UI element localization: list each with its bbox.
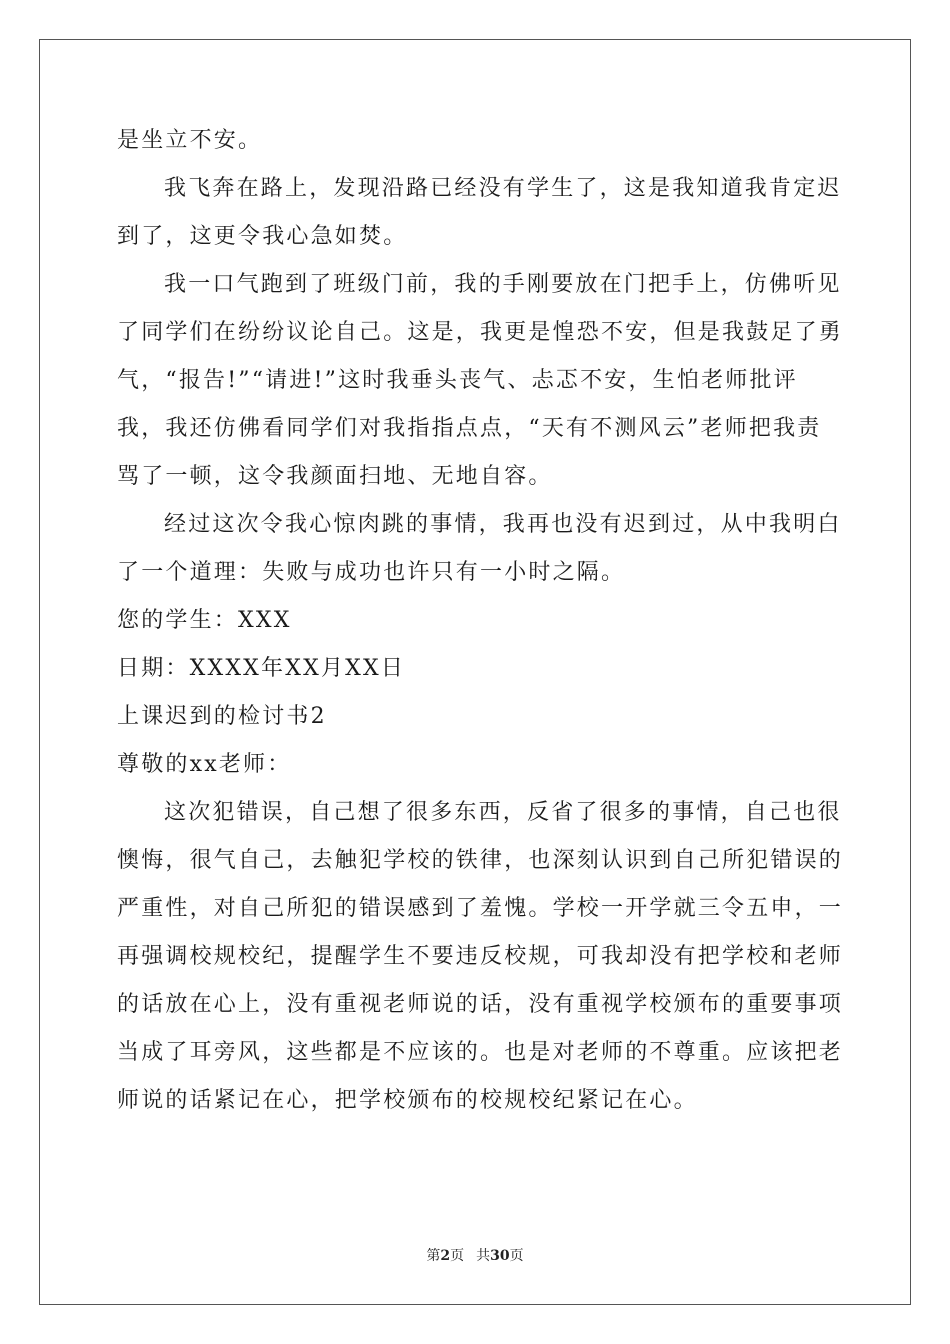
text-line: 是坐立不安。 [117, 128, 263, 153]
total-prefix: 共 [476, 1248, 491, 1264]
paragraph-start: 经过这次令我心惊肉跳的事情，我再也没有迟到过，从中我明白 [164, 512, 842, 537]
text-line: 我，我还仿佛看同学们对我指指点点，“天有不测风云”老师把我责 [117, 416, 822, 441]
total-suffix: 页 [509, 1248, 524, 1264]
date-line: 日期：XXXX年XX月XX日 [117, 656, 406, 681]
text-line: 再强调校规校纪，提醒学生不要违反校规，可我却没有把学校和老师 [117, 944, 844, 969]
text-line: 气，“报告!”“请进!”这时我垂头丧气、忐忑不安，生怕老师批评 [117, 368, 798, 393]
section-title: 上课迟到的检讨书2 [117, 704, 327, 729]
paragraph-start: 我一口气跑到了班级门前，我的手刚要放在门把手上，仿佛听见 [164, 272, 842, 297]
text-line: 了一个道理：失败与成功也许只有一小时之隔。 [117, 560, 626, 585]
page-footer [0, 1247, 950, 1265]
page-suffix: 页 [450, 1248, 465, 1264]
paragraph-start: 我飞奔在路上，发现沿路已经没有学生了，这是我知道我肯定迟 [164, 176, 842, 201]
document-body [117, 128, 844, 1137]
text-line: 师说的话紧记在心，把学校颁布的校规校纪紧记在心。 [117, 1088, 698, 1113]
signature-line: 您的学生：XXX [117, 608, 292, 633]
paragraph-start: 这次犯错误，自己想了很多东西，反省了很多的事情，自己也很 [164, 800, 842, 825]
text-line: 懊悔，很气自己，去触犯学校的铁律，也深刻认识到自己所犯错误的 [117, 848, 844, 873]
text-line: 骂了一顿，这令我颜面扫地、无地自容。 [117, 464, 553, 489]
text-line: 到了，这更令我心急如焚。 [117, 224, 408, 249]
page-prefix: 第 [426, 1248, 441, 1264]
text-line: 严重性，对自己所犯的错误感到了羞愧。学校一开学就三令五申，一 [117, 896, 844, 921]
text-line: 了同学们在纷纷议论自己。这是，我更是惶恐不安，但是我鼓足了勇 [117, 320, 844, 345]
page-number: 2 [440, 1248, 451, 1264]
salutation: 尊敬的xx老师： [117, 752, 292, 777]
total-pages: 30 [490, 1248, 510, 1264]
text-line: 当成了耳旁风，这些都是不应该的。也是对老师的不尊重。应该把老 [117, 1040, 844, 1065]
text-line: 的话放在心上，没有重视老师说的话，没有重视学校颁布的重要事项 [117, 992, 844, 1017]
